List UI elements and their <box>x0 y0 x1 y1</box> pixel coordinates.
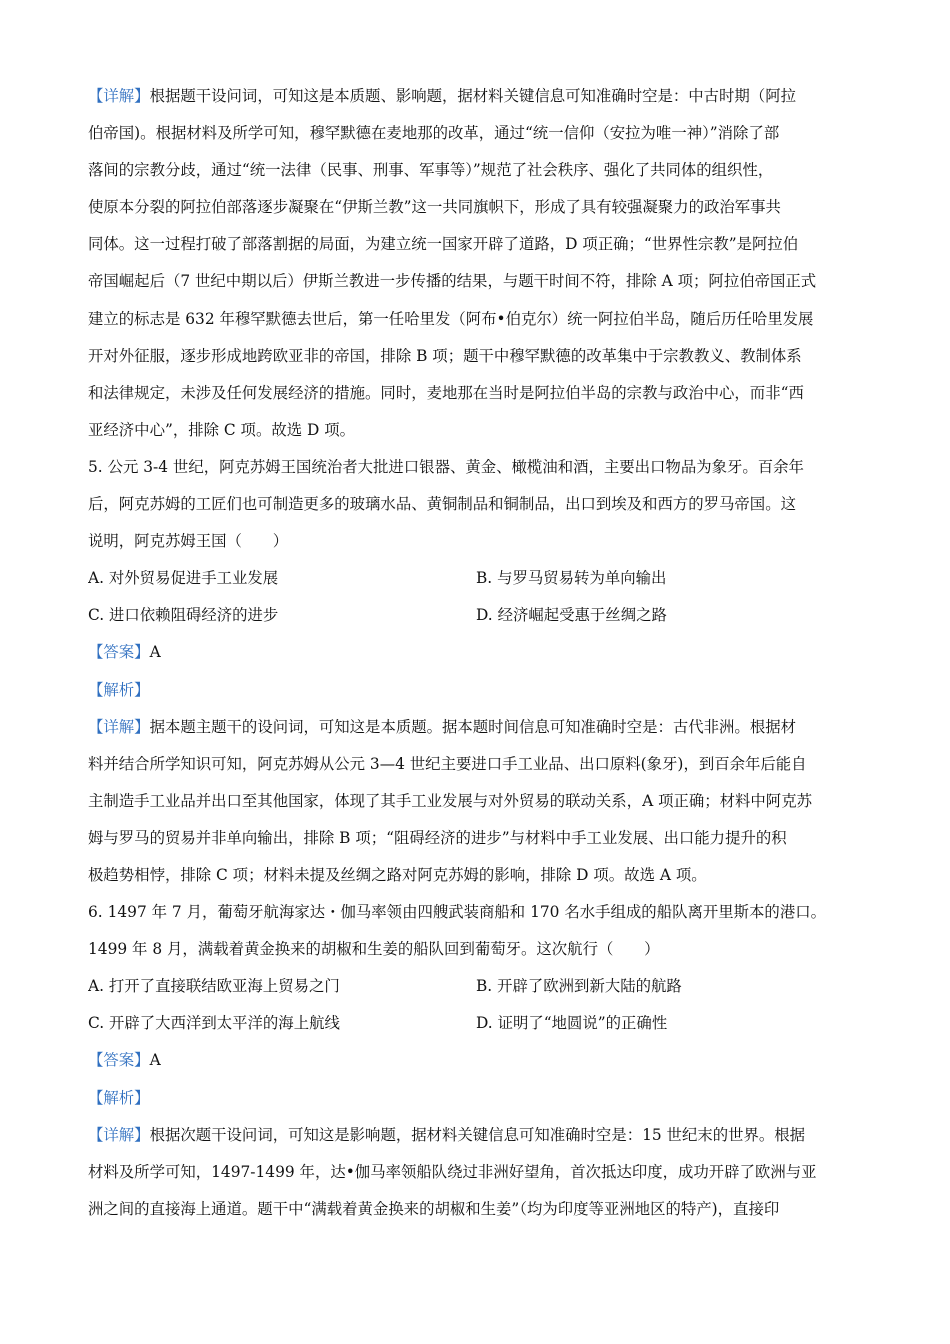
question-stem-line: 1499 年 8 月，满载着黄金换来的胡椒和生姜的船队回到葡萄牙。这次航行（ ） <box>88 940 660 959</box>
option-row <box>88 560 868 597</box>
text-line: 伯帝国)。根据材料及所学可知，穆罕默德在麦地那的改革，通过“统一信仰（安拉为唯一神）”消除了部 <box>88 124 780 143</box>
option-d: D. 证明了“地圆说”的正确性 <box>476 1014 668 1033</box>
question-stem-line: 6. 1497 年 7 月，葡萄牙航海家达・伽马率领由四艘武装商船和 170 名水手组成的船队离开里斯本的港口。 <box>88 903 826 922</box>
text-line: 落间的宗教分歧，通过“统一法律（民事、刑事、军事等）”规范了社会秩序、强化了共同体的组织性， <box>88 161 774 180</box>
text-line: 帝国崛起后（7 世纪中期以后）伊斯兰教进一步传播的结果，与题干时间不符，排除 A 项；阿拉伯帝国正式 <box>88 272 817 291</box>
answer-line <box>88 1042 868 1079</box>
text-line: 材料及所学可知，1497-1499 年，达•伽马率领船队绕过非洲好望角，首次抵达印度，成功开辟了欧洲与亚 <box>88 1162 817 1181</box>
option-d: D. 经济崛起受惠于丝绸之路 <box>476 606 667 625</box>
text-line: 极趋势相悖，排除 C 项；材料未提及丝绸之路对阿克苏姆的影响，排除 D 项。故选 A 项。 <box>88 865 707 884</box>
text-line: 使原本分裂的阿拉伯部落逐步凝聚在“伊斯兰教”这一共同旗帜下，形成了具有较强凝聚力的政治军事共 <box>88 198 781 217</box>
text-line: 亚经济中心”，排除 C 项。故选 D 项。 <box>88 420 356 439</box>
text-line: 【详解】据本题主题干的设问词，可知这是本质题。据本题时间信息可知准确时空是：古代非洲。根据材 <box>88 717 796 736</box>
text-line: 主制造手工业品并出口至其他国家，体现了其手工业发展与对外贸易的联动关系，A 项正确；材料中阿克苏 <box>88 791 812 810</box>
answer-value: A <box>149 1051 161 1070</box>
option-row <box>88 597 868 634</box>
text-line: 同体。这一过程打破了部落割据的局面，为建立统一国家开辟了道路，D 项正确；“世界性宗教”是阿拉伯 <box>88 235 799 254</box>
analysis-tag: 【解析】 <box>88 1088 150 1107</box>
question-5 <box>88 449 868 894</box>
option-c: C. 开辟了大西洋到太平洋的海上航线 <box>88 1014 340 1033</box>
answer-tag: 【答案】 <box>88 643 150 662</box>
answer-tag: 【答案】 <box>88 1051 150 1070</box>
text-line: 建立的标志是 632 年穆罕默德去世后，第一任哈里发（阿布•伯克尔）统一阿拉伯半岛，随后历任哈里发展 <box>88 309 814 328</box>
text-line: 【详解】根据题干设问词，可知这是本质题、影响题，据材料关键信息可知准确时空是：中古时期（阿拉 <box>88 87 796 105</box>
option-c: C. 进口依赖阻碍经济的进步 <box>88 606 279 625</box>
answer-line <box>88 634 868 671</box>
option-b: B. 与罗马贸易转为单向输出 <box>476 569 667 588</box>
option-b: B. 开辟了欧洲到新大陆的航路 <box>476 977 682 996</box>
q4-explanation <box>88 78 868 449</box>
answer-value: A <box>149 643 161 662</box>
text-line: 和法律规定，未涉及任何发展经济的措施。同时，麦地那在当时是阿拉伯半岛的宗教与政治中心，而非“西 <box>88 383 804 402</box>
option-row <box>88 1005 868 1042</box>
analysis-tag: 【解析】 <box>88 680 150 699</box>
question-stem-line: 说明，阿克苏姆王国（ ） <box>88 532 289 551</box>
question-6 <box>88 894 868 1228</box>
document-page <box>88 78 868 1228</box>
text-line: 料并结合所学知识可知，阿克苏姆从公元 3—4 世纪主要进口手工业品、出口原料(象牙)，到百余年后能自 <box>88 754 807 773</box>
text-line: 洲之间的直接海上通道。题干中“满载着黄金换来的胡椒和生姜”（均为印度等亚洲地区的特产)，直接印 <box>88 1199 780 1218</box>
question-stem-line: 5. 公元 3-4 世纪，阿克苏姆王国统治者大批进口银器、黄金、橄榄油和酒，主要出口物品为象牙。百余年 <box>88 457 804 476</box>
question-stem-line: 后，阿克苏姆的工匠们也可制造更多的玻璃水品、黄铜制品和铜制品，出口到埃及和西方的罗马帝国。这 <box>88 495 796 514</box>
text-line: 【详解】根据次题干设问词，可知这是影响题，据材料关键信息可知准确时空是：15 世纪末的世界。根据 <box>88 1125 806 1144</box>
option-row <box>88 968 868 1005</box>
text-line: 开对外征服，逐步形成地跨欧亚非的帝国，排除 B 项；题干中穆罕默德的改革集中于宗教教义、教制体系 <box>88 346 802 365</box>
option-a: A. 打开了直接联结欧亚海上贸易之门 <box>88 977 340 996</box>
option-a: A. 对外贸易促进手工业发展 <box>88 569 279 588</box>
text-line: 姆与罗马的贸易并非单向输出，排除 B 项；“阻碍经济的进步”与材料中手工业发展、出口能力提升的积 <box>88 828 787 847</box>
